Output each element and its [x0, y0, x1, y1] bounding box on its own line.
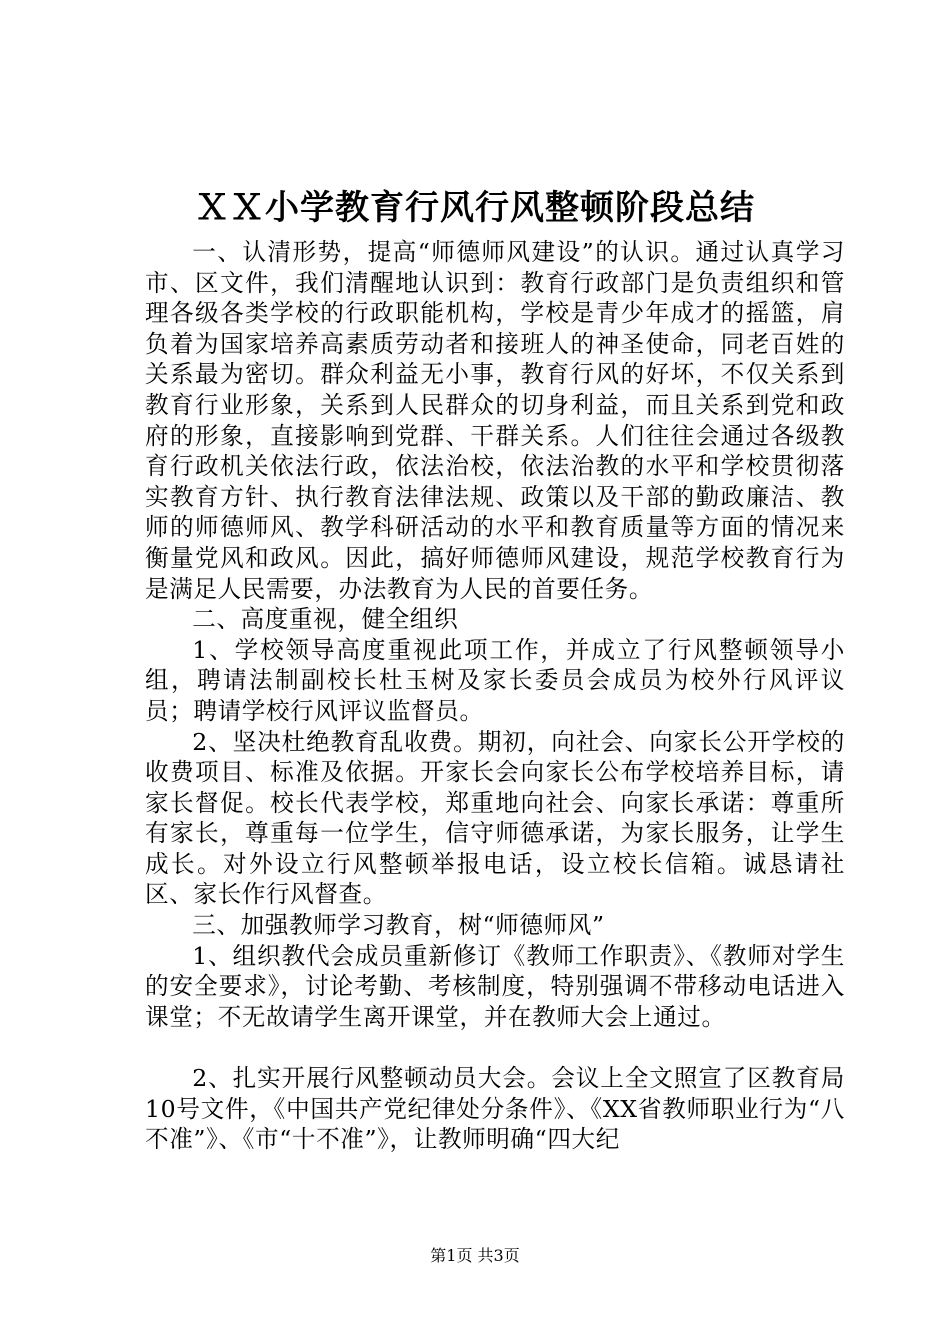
page-footer: 第1页 共3页	[430, 1246, 520, 1265]
paragraph-section-1: 一、认清形势，提高“师德师风建设”的认识。通过认真学习市、区文件，我们清醒地认识到：教育行政部门是负责组织和管理各级各类学校的行政职能机构，学校是青少年成才的摇篮，肩负着为国家培养高素质劳动者和接班人的神圣使命，同老百姓的关系最为密切。群众利益无小事，教育行风的好坏，不仅关系到教育行业形象，关系到人民群众的切身利益，而且关系到党和政府的形象，直接影响到党群、干群关系。人们往往会通过各级教育行政机关依法行政，依法治校，依法治教的水平和学校贯彻落实教育方针、执行教育法律法规、政策以及干部的勤政廉洁、教师的师德师风、教学科研活动的水平和教育质量等方面的情况来衡量党风和政风。因此，搞好师德师风建设，规范学校教育行为是满足人民需要，办法教育为人民的首要任务。	[145, 238, 845, 603]
paragraph-item-2-2: 2、坚决杜绝教育乱收费。期初，向社会、向家长公开学校的收费项目、标准及依据。开家长会向家长公布学校培养目标，请家长督促。校长代表学校，郑重地向社会、向家长承诺：尊重所有家长，尊重每一位学生，信守师德承诺，为家长服务，让学生成长。对外设立行风整顿举报电话，设立校长信箱。诚恳请社区、家长作行风督查。	[145, 727, 845, 909]
document-body	[145, 237, 845, 1155]
paragraph-item-3-2: 2、扎实开展行风整顿动员大会。会议上全文照宣了区教育局10号文件，《中国共产党纪律处分条件》、《XX省教师职业行为“八不准”》、《市“十不准”》，让教师明确“四大纪	[145, 1064, 845, 1154]
heading-section-2: 二、高度重视，健全组织	[192, 605, 459, 634]
paragraph-item-2-1: 1、学校领导高度重视此项工作，并成立了行风整顿领导小组，聘请法制副校长杜玉树及家长委员会成员为校外行风评议员；聘请学校行风评议监督员。	[145, 635, 845, 725]
document-title: ＸＸ小学教育行风行风整顿阶段总结	[195, 188, 755, 228]
paragraph-item-3-1: 1、组织教代会成员重新修订《教师工作职责》、《教师对学生的安全要求》，讨论考勤、考核制度，特别强调不带移动电话进入课堂；不无故请学生离开课堂，并在教师大会上通过。	[145, 941, 845, 1031]
heading-section-3: 三、加强教师学习教育，树“师德师风”	[192, 911, 605, 940]
blank-line	[145, 1032, 845, 1063]
